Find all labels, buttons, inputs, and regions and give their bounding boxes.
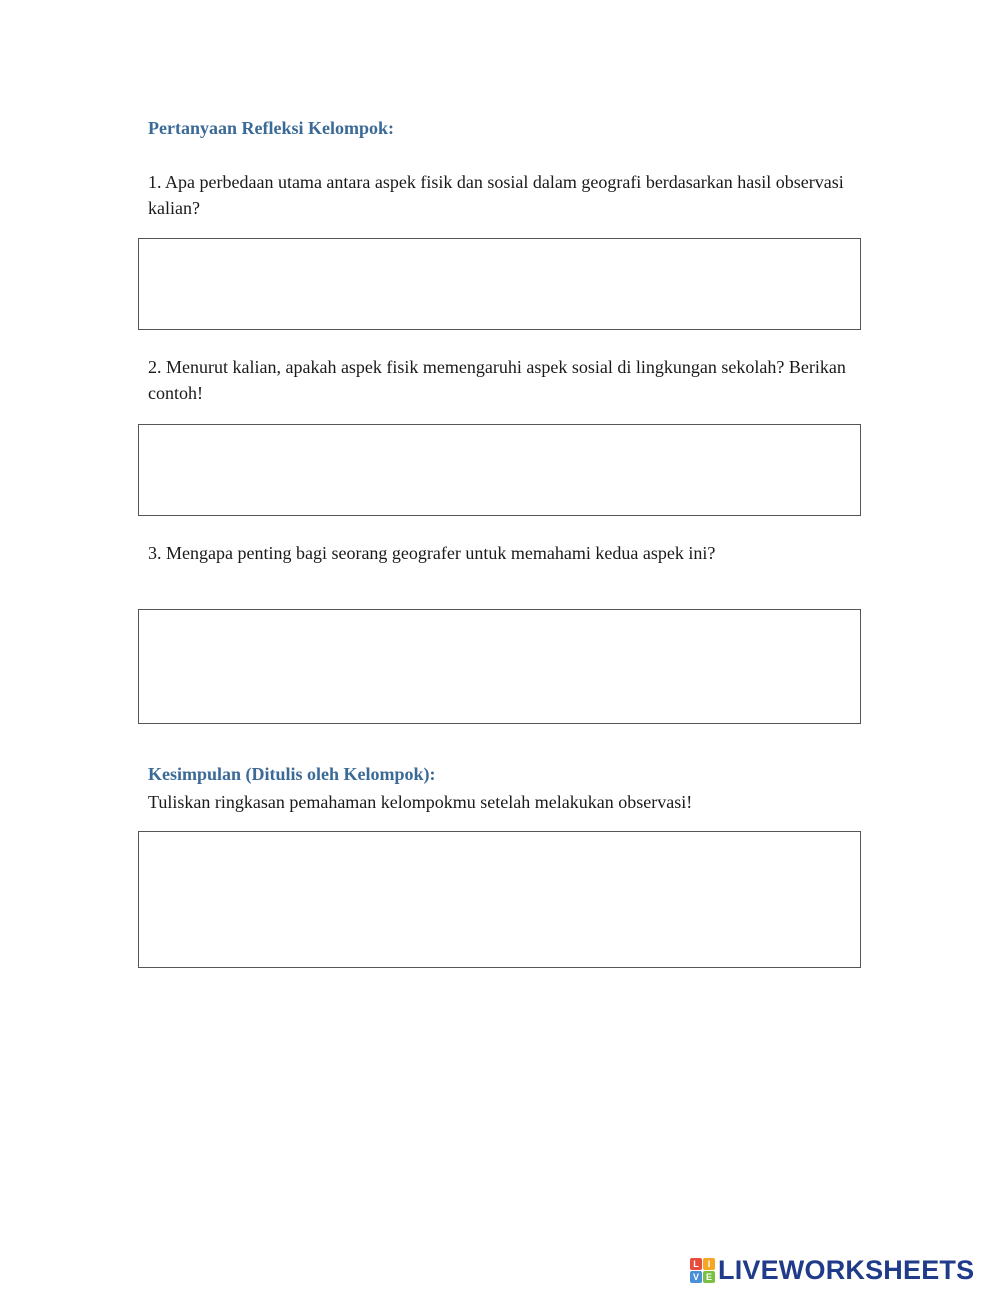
logo-letter: V <box>690 1271 702 1283</box>
liveworksheets-logo-icon <box>690 1258 715 1283</box>
reflection-heading: Pertanyaan Refleksi Kelompok: <box>148 118 394 138</box>
conclusion-instruction: Tuliskan ringkasan pemahaman kelompokmu setelah melakukan observasi! <box>148 792 693 812</box>
answer-box-3[interactable] <box>138 609 861 724</box>
conclusion-answer-box[interactable] <box>138 831 861 968</box>
question-2: 2. Menurut kalian, apakah aspek fisik memengaruhi aspek sosial di lingkungan sekolah? Berikan contoh! <box>148 357 846 403</box>
logo-text: LIVEWORKSHEETS <box>718 1254 975 1285</box>
answer-box-2[interactable] <box>138 424 861 516</box>
question-1: 1. Apa perbedaan utama antara aspek fisik dan sosial dalam geografi berdasarkan hasil observasi kalian? <box>148 172 844 218</box>
conclusion-heading: Kesimpulan (Ditulis oleh Kelompok): <box>148 764 436 784</box>
liveworksheets-logo <box>690 1255 974 1285</box>
question-3: 3. Mengapa penting bagi seorang geografer untuk memahami kedua aspek ini? <box>148 543 716 563</box>
logo-letter: I <box>703 1258 715 1270</box>
logo-letter: L <box>690 1258 702 1270</box>
answer-box-1[interactable] <box>138 238 861 330</box>
logo-letter: E <box>703 1271 715 1283</box>
